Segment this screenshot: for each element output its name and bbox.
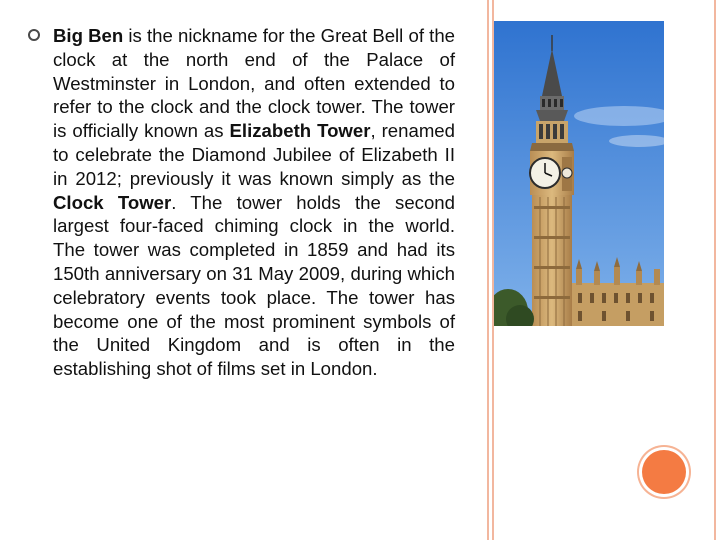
bullet-icon: [28, 29, 40, 41]
body-paragraph: [53, 24, 455, 381]
term-elizabeth-tower: Elizabeth Tower: [229, 120, 371, 142]
decorative-line: [487, 0, 489, 540]
decorative-circle: [642, 450, 686, 494]
paragraph-text: is the nickname for the Great Bell of the clock at the north end of the Palace of Westminster in London, and often extended to refer to the clock and the clock tower. The tower is officially known as: [53, 25, 456, 142]
big-ben-illustration: [494, 21, 664, 326]
term-big-ben: Big Ben: [53, 25, 124, 46]
paragraph-text: . The tower holds the second largest four-faced chiming clock in the world. The tower was completed in 1859 and had its 150th anniversary on 31 May 2009, during which celebratory events took place. The tower has become one of the most prominent symbols of the United Kingdom and is often in the establishing shot of films set in London.: [53, 191, 455, 380]
term-clock-tower: Clock Tower: [53, 191, 172, 213]
decorative-line: [714, 0, 716, 540]
big-ben-photo: [494, 21, 664, 326]
paragraph-text: , renamed to celebrate the Diamond Jubilee of Elizabeth II in 2012; previously it was known simply as the: [53, 120, 455, 189]
